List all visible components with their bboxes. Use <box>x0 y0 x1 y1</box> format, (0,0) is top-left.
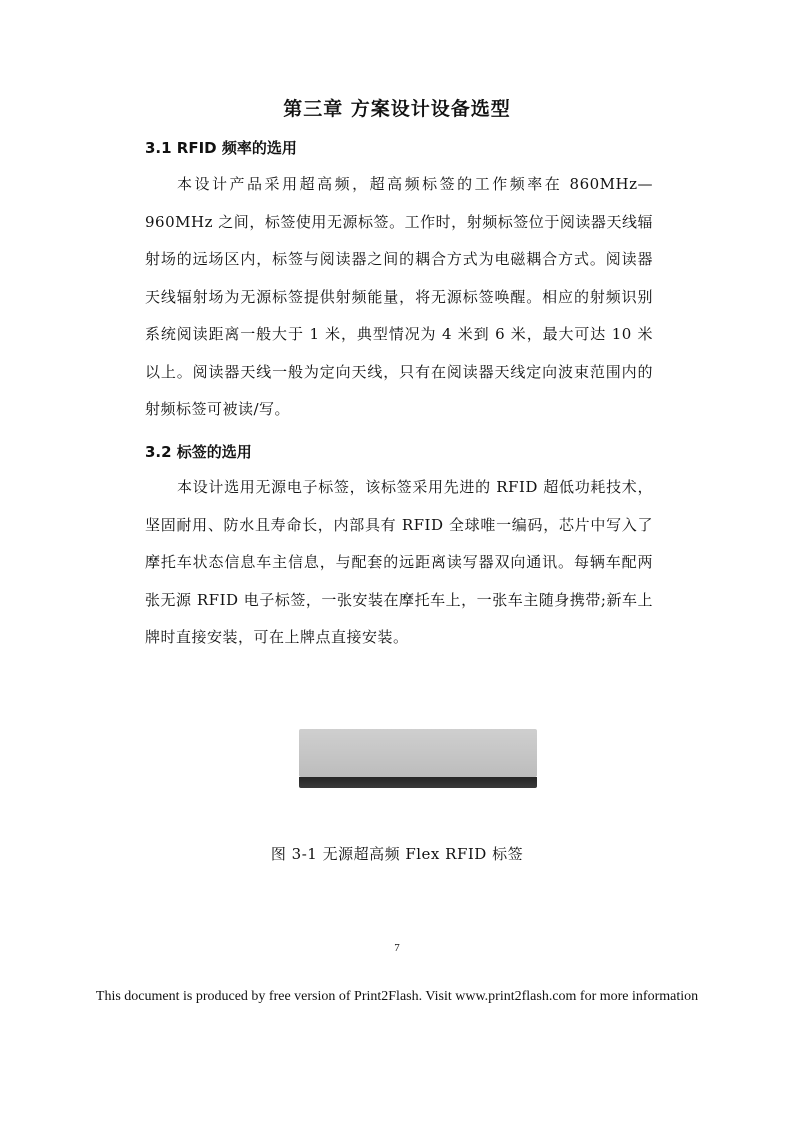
footer-note: This document is produced by free version of Print2Flash. Visit www.print2flash.com for more information <box>95 989 699 1004</box>
rfid-tag-edge <box>299 777 537 788</box>
section-3-2-paragraph: 本设计选用无源电子标签，该标签采用先进的 RFID 超低功耗技术，坚固耐用、防水且寿命长，内部具有 RFID 全球唯一编码，芯片中写入了摩托车状态信息车主信息，与配套的远距离读写器双向通讯。每辆车配两张无源 RFID 电子标签，一张安装在摩托车上，一张车主随身携带;新车上牌时直接安装，可在上牌点直接安装。 <box>145 478 653 646</box>
rfid-tag-image <box>297 727 541 790</box>
section-heading-3-1: 3.1 RFID 频率的选用 <box>145 139 297 157</box>
chapter-title: 第三章 方案设计设备选型 <box>283 98 511 120</box>
page-number: 7 <box>394 942 400 954</box>
figure-caption: 图 3-1 无源超高频 Flex RFID 标签 <box>270 845 524 863</box>
section-3-1-paragraph: 本设计产品采用超高频，超高频标签的工作频率在 860MHz—960MHz 之间，标签使用无源标签。工作时，射频标签位于阅读器天线辐射场的远场区内，标签与阅读器之间的耦合方式为电磁耦合方式。阅读器天线辐射场为无源标签提供射频能量，将无源标签唤醒。相应的射频识别系统阅读距离一般大于 1 米，典型情况为 4 米到 6 米，最大可达 10 米以上。阅读器天线一般为定向天线，只有在阅读器天线定向波束范围内的射频标签可被读/写。 <box>145 175 653 418</box>
section-heading-3-2: 3.2 标签的选用 <box>145 443 252 461</box>
rfid-tag-face <box>299 729 537 777</box>
